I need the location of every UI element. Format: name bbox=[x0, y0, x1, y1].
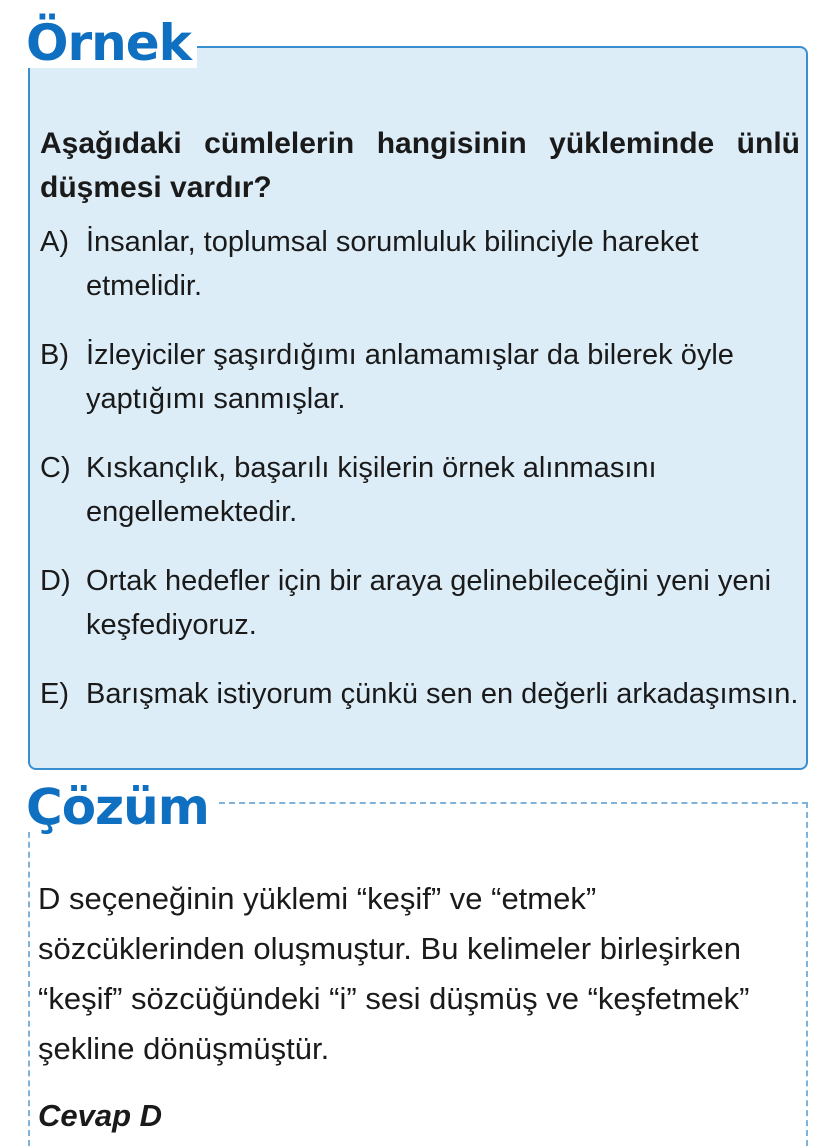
option-d[interactable] bbox=[40, 559, 800, 647]
option-letter: E) bbox=[40, 678, 69, 710]
answer-label: Cevap D bbox=[38, 1098, 163, 1133]
option-text: Kıskançlık, başarılı kişilerin örnek alınmasını engellemektedir. bbox=[86, 452, 657, 528]
option-a[interactable] bbox=[40, 220, 800, 308]
solution-text: D seçeneğinin yüklemi “keşif” ve “etmek” sözcüklerinden oluşmuştur. Bu kelimeler birleşirken “keşif” sözcüğündeki “i” sesi düşmüş ve “keşfetmek” şekline dönüşmüştür. bbox=[38, 881, 750, 1066]
option-letter: A) bbox=[40, 226, 69, 258]
option-text: İnsanlar, toplumsal sorumluluk bilinciyle hareket etmelidir. bbox=[86, 226, 699, 302]
question-text: Aşağıdaki cümlelerin hangisinin yükleminde ünlü düşmesi vardır? bbox=[40, 127, 800, 204]
option-text: İzleyiciler şaşırdığımı anlamamışlar da bilerek öyle yaptığımı sanmışlar. bbox=[86, 339, 734, 415]
option-b[interactable] bbox=[40, 333, 800, 421]
option-text: Ortak hedefler için bir araya gelinebileceğini yeni yeni keşfediyoruz. bbox=[86, 565, 772, 641]
option-letter: B) bbox=[40, 339, 69, 371]
option-letter: C) bbox=[40, 452, 71, 484]
answer-options bbox=[40, 220, 800, 741]
example-heading: Örnek bbox=[24, 18, 197, 68]
option-c[interactable] bbox=[40, 446, 800, 534]
option-text: Barışmak istiyorum çünkü sen en değerli arkadaşımsın. bbox=[86, 678, 799, 710]
option-letter: D) bbox=[40, 565, 71, 597]
solution-heading: Çözüm bbox=[24, 782, 215, 832]
option-e[interactable] bbox=[40, 672, 800, 716]
